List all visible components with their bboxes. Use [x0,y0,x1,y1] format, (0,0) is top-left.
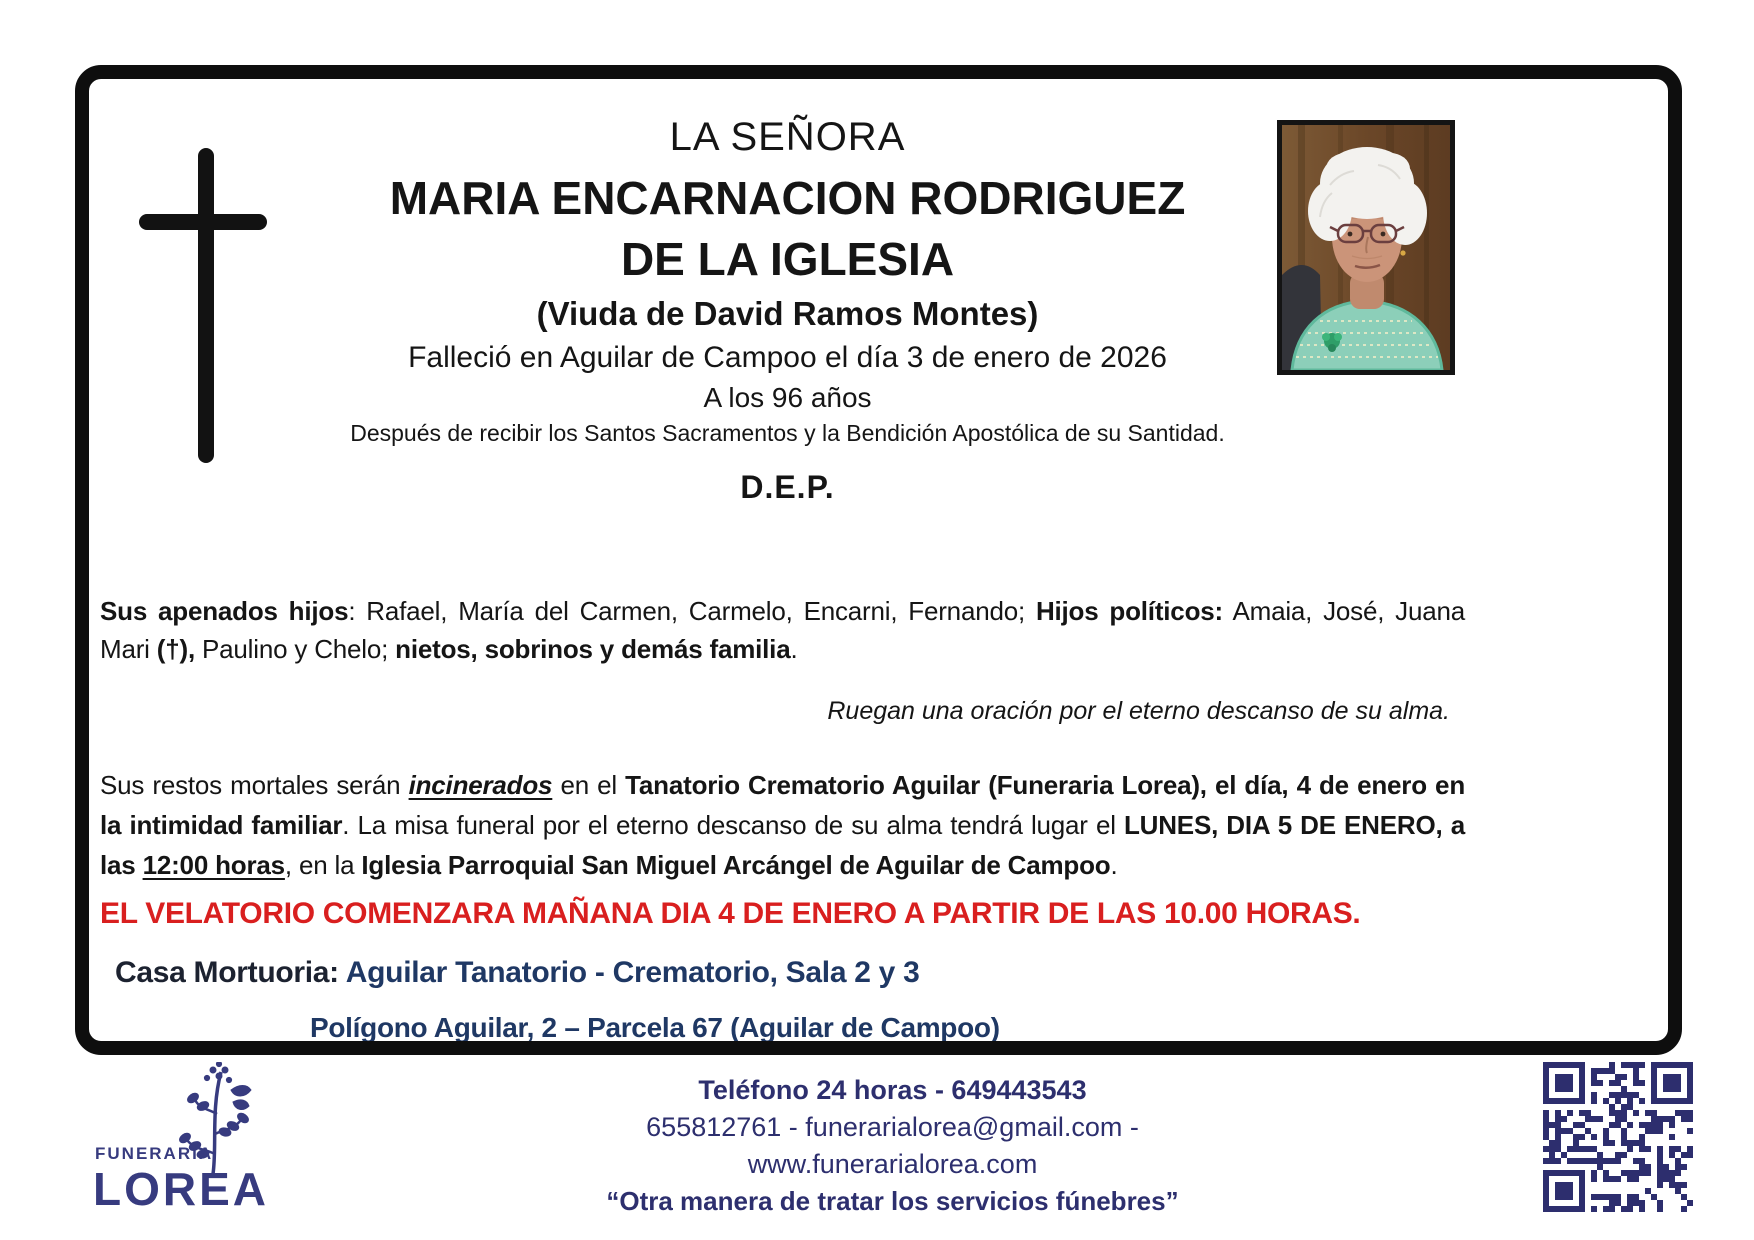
portrait-illustration [1282,125,1450,370]
phone-24h-line: Teléfono 24 horas - 649443543 [698,1075,1087,1105]
casa-mortuoria-value: Aguilar Tanatorio - Crematorio, Sala 2 y 3 [345,956,920,989]
service-paragraph: Sus restos mortales serán incinerados en el Tanatorio Crematorio Aguilar (Funeraria Lorea), el día, 4 de enero en la intimidad familiar. La misa funeral por el eterno descanso de su alma tendrá lugar el LUNES, DIA 5 DE ENERO, a las 12:00 horas, en la Iglesia Parroquial San Miguel Arcángel de Aguilar de Campoo. [100,770,1465,880]
casa-mortuoria-address: Polígono Aguilar, 2 – Parcela 67 (Aguilar de Campoo) [310,1012,1000,1043]
deceased-name-line1: MARIA ENCARNACION RODRIGUEZ [389,172,1186,224]
death-line: Falleció en Aguilar de Campoo el día 3 de enero de 2026 [408,341,1167,374]
contact-line: 655812761 - funerarialorea@gmail.com - www.funerarialorea.com [646,1112,1139,1179]
logo-top-text: FUNERARIA [95,1144,214,1163]
deceased-name-line2: DE LA IGLESIA [620,233,955,285]
logo-main-text: LOREA [93,1163,269,1215]
heading-column [280,112,1295,507]
wake-notice: EL VELATORIO COMENZARA MAÑANA DIA 4 DE ENERO A PARTIR DE LAS 10.00 HORAS. [100,897,1361,930]
dep-abbreviation: D.E.P. [740,469,835,505]
casa-mortuoria-label: Casa Mortuoria: [115,956,339,989]
footer-contact-block [500,1072,1285,1219]
widow-line: (Viuda de David Ramos Montes) [536,295,1039,332]
portrait-photo [1277,120,1455,375]
honorific: LA SEÑORA [669,115,906,159]
slogan-line: “Otra manera de tratar los servicios fúnebres” [606,1186,1179,1216]
prayer-line: Ruegan una oración por el eterno descanso de su alma. [827,697,1450,725]
casa-mortuoria-line [115,956,919,990]
funeraria-lorea-logo [85,1062,269,1222]
sacraments-line: Después de recibir los Santos Sacramentos y la Bendición Apostólica de su Santidad. [350,420,1225,446]
age-line: A los 96 años [703,382,872,413]
qr-code [1543,1062,1693,1212]
family-paragraph: Sus apenados hijos: Rafael, María del Carmen, Carmelo, Encarni, Fernando; Hijos políticos: Amaia, José, Juana Mari (†), Paulino y Chelo; nietos, sobrinos y demás familia. [100,596,1466,664]
